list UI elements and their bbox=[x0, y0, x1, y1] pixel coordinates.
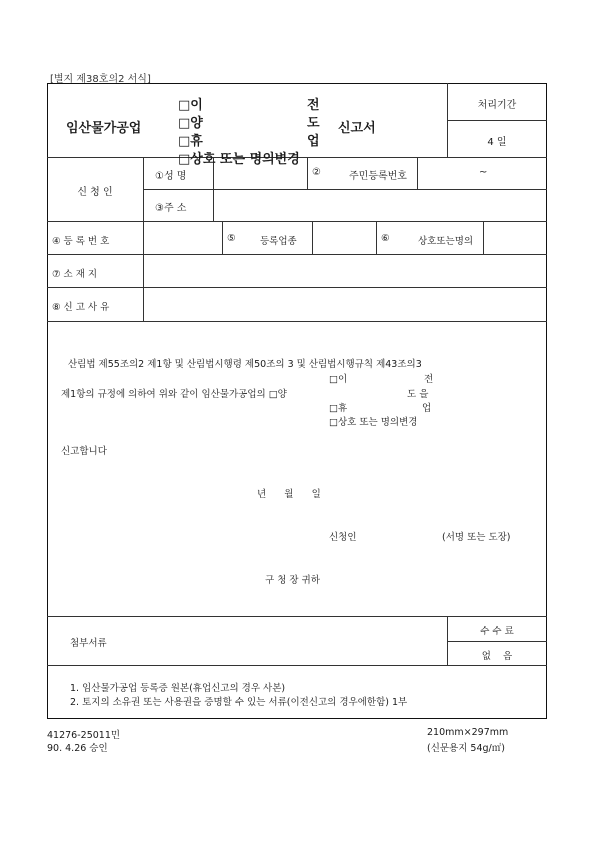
attachment-item-2: 2. 토지의 소유권 또는 사용권을 증명할 수 있는 서류(이전신고의 경우에한함) 1부 bbox=[70, 697, 408, 708]
signature-label: (서명 또는 도장) bbox=[442, 532, 511, 543]
divider-trade-label bbox=[483, 221, 484, 254]
divider-reg-number bbox=[222, 221, 223, 254]
reason-label: ⑧ 신 고 사 유 bbox=[52, 302, 110, 313]
id-value: ~ bbox=[479, 167, 488, 178]
processing-label: 처리기간 bbox=[477, 100, 517, 111]
divider-applicant bbox=[143, 189, 547, 190]
reg-number-label: ④ 등 록 번 호 bbox=[52, 236, 110, 247]
id-label: ② bbox=[312, 167, 321, 178]
divider-reg-type-label bbox=[312, 221, 313, 254]
body-option-transfer: □이 bbox=[329, 374, 348, 385]
option-right-2: 도 bbox=[307, 116, 320, 131]
reg-type-num: ⑤ bbox=[227, 233, 236, 244]
body-option-assignment-right: 도 을 bbox=[407, 389, 429, 400]
divider-id-label bbox=[417, 157, 418, 189]
divider-attachments bbox=[47, 616, 547, 617]
body-option-suspension: □휴 bbox=[329, 403, 348, 414]
body-option-transfer-right: 전 bbox=[424, 374, 434, 385]
processing-value: 4 일 bbox=[487, 137, 507, 148]
option-assignment: □양 bbox=[178, 116, 203, 131]
option-name-change: □상호 또는 명의변경 bbox=[178, 152, 300, 167]
footer-code: 41276-25011민 bbox=[47, 730, 121, 741]
id-text: 주민등록번호 bbox=[349, 171, 407, 182]
body-line-1: 산림법 제55조의2 제1항 및 산림법시행령 제50조의 3 및 산림법시행규칙 제43조의3 bbox=[68, 359, 422, 370]
body-option-suspension-right: 업 bbox=[422, 403, 432, 414]
divider-label-column bbox=[143, 157, 144, 321]
attachment-item-1: 1. 임산물가공업 등록증 원본(휴업신고의 경우 사본) bbox=[70, 683, 286, 694]
form-title: 임산물가공업 bbox=[66, 121, 142, 136]
applicant-sign-label: 신청인 bbox=[329, 532, 357, 543]
divider-attachment-list bbox=[47, 665, 547, 666]
divider-reg-type-value bbox=[376, 221, 377, 254]
divider-reason bbox=[47, 321, 547, 322]
option-right-3: 업 bbox=[307, 134, 320, 149]
address-label: ③주 소 bbox=[155, 203, 187, 214]
body-line-3: 신고합니다 bbox=[61, 446, 107, 457]
divider-location bbox=[47, 287, 547, 288]
footer-paper: (신문용지 54g/㎡) bbox=[427, 743, 505, 754]
divider-processing bbox=[447, 120, 547, 121]
option-suspension: □휴 bbox=[178, 134, 203, 149]
option-name-change-clip bbox=[178, 148, 338, 167]
trade-label: 상호또는명의 bbox=[418, 236, 474, 247]
name-label: ①성 명 bbox=[155, 171, 187, 182]
date-line: 년 월 일 bbox=[257, 489, 321, 500]
body-line-2: 제1항의 규정에 의하여 위와 같이 임산물가공업의 □양 bbox=[61, 389, 287, 400]
form-title-suffix: 신고서 bbox=[338, 121, 376, 136]
divider-fee bbox=[447, 641, 547, 642]
fee-label: 수 수 료 bbox=[480, 626, 514, 637]
reg-type-label: 등록업종 bbox=[260, 236, 297, 247]
attachments-label: 첨부서류 bbox=[70, 638, 107, 649]
option-right-1: 전 bbox=[307, 98, 320, 113]
fee-value: 없 음 bbox=[481, 651, 513, 662]
addressee: 구 청 장 귀하 bbox=[265, 575, 320, 586]
option-transfer: □이 bbox=[178, 98, 203, 113]
footer-approval: 90. 4.26 승인 bbox=[47, 743, 108, 754]
divider-applicant-bottom bbox=[47, 221, 547, 222]
body-option-name-change: □상호 또는 명의변경 bbox=[329, 417, 418, 428]
trade-num: ⑥ bbox=[381, 233, 390, 244]
footer-size: 210mm×297mm bbox=[427, 727, 509, 738]
applicant-label: 신 청 인 bbox=[77, 187, 113, 198]
location-label: ⑦ 소 재 지 bbox=[52, 269, 98, 280]
divider-registration bbox=[47, 254, 547, 255]
form-label: [별지 제38호의2 서식] bbox=[50, 74, 151, 85]
